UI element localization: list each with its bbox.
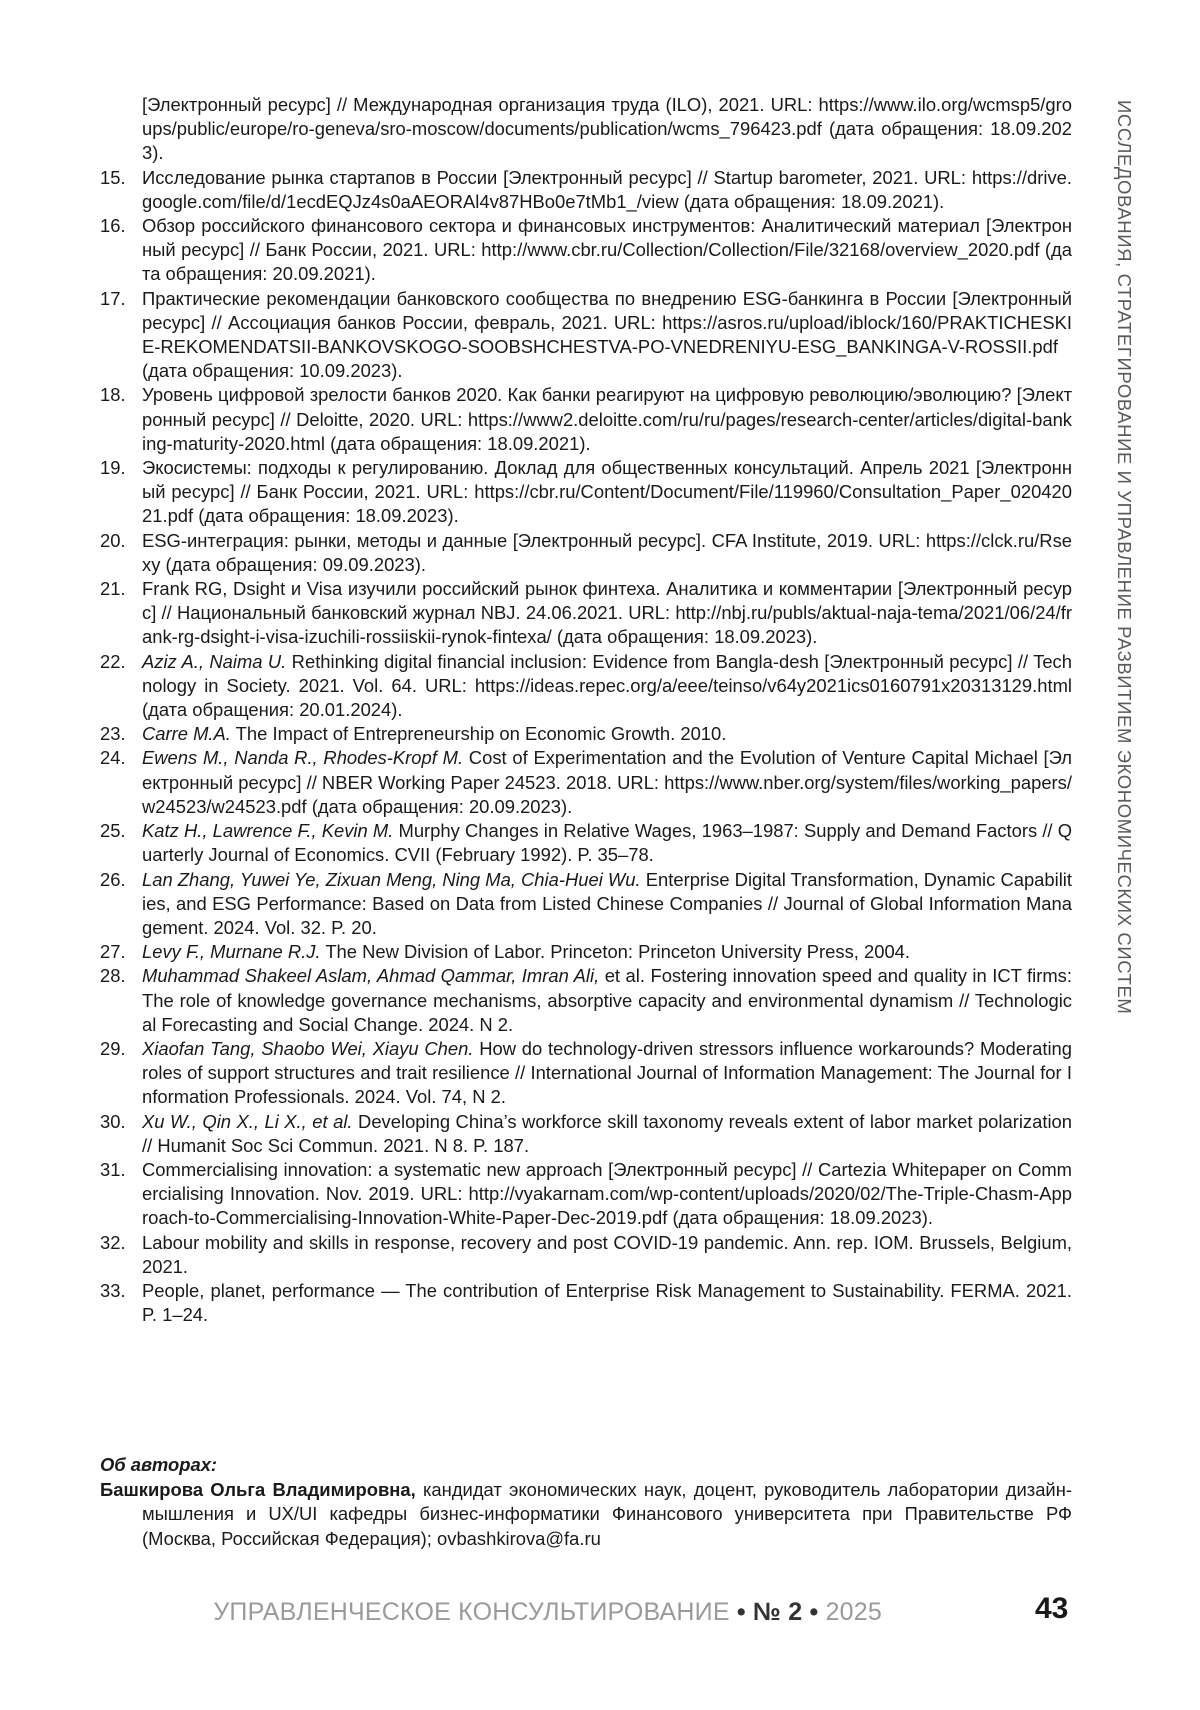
reference-text: Cost of Experimentation and the Evolution of Venture Capital Michael [Электронный ресурс] // NBER Working Paper 24523. 2018. URL: https://www.nber.org/system/files/working_papers/w24523/w24523.pdf (дата обращения: 20.09.2023). [142,747,1072,817]
page-number: 43 [1035,1592,1069,1625]
reference-number: 29. [100,1037,126,1059]
reference-item [100,1231,1072,1279]
reference-number: 22. [100,650,126,672]
reference-text: The New Division of Labor. Princeton: Princeton University Press, 2004. [320,941,911,963]
reference-number: 20. [100,529,126,551]
reference-item [100,1158,1072,1231]
reference-authors: Xiaofan Tang, Shaobo Wei, Xiayu Chen. [142,1037,474,1059]
reference-item [100,529,1072,577]
reference-item [100,868,1072,941]
reference-number: 26. [100,868,126,890]
reference-text: et al. Fostering innovation speed and quality in ICT firms: The role of knowledge governance mechanisms, absorptive capacity and environmental dynamism // Technological Forecasting and Social Change. 2024. N 2. [142,965,1072,1035]
reference-text: Обзор российского финансового сектора и финансовых инструментов: Аналитический материал [Электронный ресурс] // Банк России, 2021. URL: http://www.cbr.ru/Collection/Collection/File/32168/overview_2020.pdf (дата обращения: 20.09.2021). [142,215,1072,285]
reference-text: Labour mobility and skills in response, recovery and post COVID-19 pandemic. Ann. rep. IOM. Brussels, Belgium, 2021. [142,1231,1072,1277]
reference-number: 23. [100,723,126,745]
page-footer [0,1592,1200,1632]
reference-authors: Katz H., Lawrence F., Kevin M. [142,820,394,842]
separator-dot: • [809,1598,819,1626]
reference-number: 24. [100,747,126,769]
reference-item [100,577,1072,650]
journal-running-title [213,1598,882,1627]
reference-authors: Lan Zhang, Yuwei Ye, Zixuan Meng, Ning Ma, Chia-Huei Wu. [142,868,641,890]
reference-number: 19. [100,457,126,479]
reference-authors: Xu W., Qin X., Li X., et al. [142,1110,353,1132]
reference-text: ESG-интеграция: рынки, методы и данные [Электронный ресурс]. CFA Institute, 2019. URL: https://clck.ru/Rsexy (дата обращения: 09.09.2023). [142,529,1072,575]
reference-item [100,940,1072,964]
reference-text: Практические рекомендации банковского сообщества по внедрению ESG-банкинга в России [Электронный ресурс] // Ассоциация банков России, февраль, 2021. URL: https://asros.ru/upload/iblock/160/PRAKTICHESKIE-REKOMENDATSII-BANKOVSKOGO-SOOBSHCHESTVA-PO-VNEDRENIYU-ESG_BANKINGA-V-ROSSII.pdf (дата обращения: 10.09.2023). [142,287,1072,382]
reference-item [100,166,1072,214]
about-authors [100,1453,1072,1551]
reference-number: 32. [100,1231,126,1253]
separator-dot: • [736,1598,746,1626]
reference-item [100,1110,1072,1158]
reference-item [100,1279,1072,1327]
reference-item [100,650,1072,723]
about-authors-heading: Об авторах: [100,1454,218,1475]
reference-number: 28. [100,965,126,987]
reference-item [100,456,1072,529]
issue-year: 2025 [825,1598,882,1626]
journal-name: УПРАВЛЕНЧЕСКОЕ КОНСУЛЬТИРОВАНИЕ [213,1598,730,1626]
reference-authors: Carre M.A. [142,723,231,745]
reference-text: How do technology-driven stressors influence workarounds? Moderating roles of support structures and trait resilience // International Journal of Information Management: The Journal for Information Professionals. 2024. Vol. 74, N 2. [142,1037,1072,1108]
author-description: кандидат экономических наук, доцент, руководитель лаборатории дизайн-мышления и UX/UI кафедры бизнес-информатики Финансового университета при Правительстве РФ (Москва, Российская Федерация); ovbashkirova@fa.ru [142,1479,1072,1549]
reference-text: Исследование рынка стартапов в России [Электронный ресурс] // Startup barometer, 2021. URL: https://drive.google.com/file/d/1ecdEQJz4s0aAEORAl4v87HBo0e7tMb1_/view (дата обращения: 18.09.2021). [142,166,1072,212]
issue-number: № 2 [752,1598,803,1626]
reference-text: Frank RG, Dsight и Visa изучили российский рынок финтеха. Аналитика и комментарии [Электронный ресурс] // Национальный банковский журнал NBJ. 24.06.2021. URL: http://nbj.ru/publs/aktual-naja-tema/2021/06/24/frank-rg-dsight-i-visa-izuchili-rossiiskii-rynok-fintexa/ (дата обращения: 18.09.2023). [142,578,1072,648]
reference-text: Developing China’s workforce skill taxonomy reveals extent of labor market polarization // Humanit Soc Sci Commun. 2021. N 8. P. 187. [142,1110,1073,1156]
reference-text: Enterprise Digital Transformation, Dynamic Capabilities, and ESG Performance: Based on Data from Listed Chinese Companies // Journal of Global Information Management. 2024. Vol. 32. P. 20. [142,868,1073,938]
reference-text: People, planet, performance — The contribution of Enterprise Risk Management to Sustainability. FERMA. 2021. P. 1–24. [142,1279,1072,1326]
reference-item [100,214,1072,287]
reference-authors: Aziz A., Naima U. [142,650,287,672]
reference-number: 21. [100,578,126,600]
reference-item [100,1037,1072,1110]
reference-item [100,93,1072,166]
reference-number: 15. [100,166,126,188]
reference-authors: Levy F., Murnane R.J. [142,941,321,963]
reference-list [100,93,1072,1327]
reference-item [100,383,1072,456]
reference-item [100,287,1072,384]
reference-number: 30. [100,1110,126,1132]
reference-authors: Muhammad Shakeel Aslam, Ahmad Qammar, Imran Ali, [142,965,600,987]
author-entry [100,1478,1072,1551]
reference-item [100,964,1072,1037]
reference-number: 16. [100,215,126,237]
reference-number: 18. [100,384,126,406]
reference-text: Rethinking digital financial inclusion: Evidence from Bangla-desh [Электронный ресурс] // Technology in Society. 2021. Vol. 64. URL: https://ideas.repec.org/a/eee/teinso/v64y2021ics0160791x20313129.html (дата обращения: 20.01.2024). [142,650,1072,721]
reference-number: 33. [100,1279,126,1301]
reference-item [100,819,1072,867]
reference-number: 31. [100,1158,126,1180]
reference-authors: Ewens M., Nanda R., Rhodes-Kropf M. [142,747,464,769]
reference-text: Уровень цифровой зрелости банков 2020. Как банки реагируют на цифровую революцию/эволюцию? [Электронный ресурс] // Deloitte, 2020. URL: https://www2.deloitte.com/ru/ru/pages/research-center/articles/digital-banking-maturity-2020.html (дата обращения: 18.09.2021). [142,384,1072,454]
reference-item [100,722,1072,746]
reference-text: Экосистемы: подходы к регулированию. Доклад для общественных консультаций. Апрель 2021 [Электронный ресурс] // Банк России, 2021. URL: https://cbr.ru/Content/Document/File/119960/Consultation_Paper_02042021.pdf (дата обращения: 18.09.2023). [142,457,1072,527]
reference-number: 25. [100,820,126,842]
section-title-vertical: ИССЛЕДОВАНИЯ, СТРАТЕГИРОВАНИЕ И УПРАВЛЕНИЕ РАЗВИТИЕМ ЭКОНОМИЧЕСКИХ СИСТЕМ [1114,100,1135,1015]
reference-item [100,746,1072,819]
author-name: Башкирова Ольга Владимировна, [100,1479,416,1501]
reference-text: [Электронный ресурс] // Международная организация труда (ILO), 2021. URL: https://www.ilo.org/wcmsp5/groups/public/europe/ro-geneva/sro-moscow/documents/publication/wcms_796423.pdf (дата обращения: 18.09.2023). [142,94,1072,164]
reference-number: 27. [100,941,126,963]
section-sidebar [1113,100,1135,1090]
reference-text: The Impact of Entrepreneurship on Economic Growth. 2010. [230,723,727,745]
reference-text: Commercialising innovation: a systematic new approach [Электронный ресурс] // Cartezia Whitepaper on Commercialising Innovation. Nov. 2019. URL: http://vyakarnam.com/wp-content/uploads/2020/02/The-Triple-Chasm-Approach-to-Commercialising-Innovation-White-Paper-Dec-2019.pdf (дата обращения: 18.09.2023). [142,1158,1072,1229]
reference-text: Murphy Changes in Relative Wages, 1963–1987: Supply and Demand Factors // Quarterly Journal of Economics. CVII (February 1992). P. 35–78. [142,820,1072,866]
reference-number: 17. [100,287,126,309]
